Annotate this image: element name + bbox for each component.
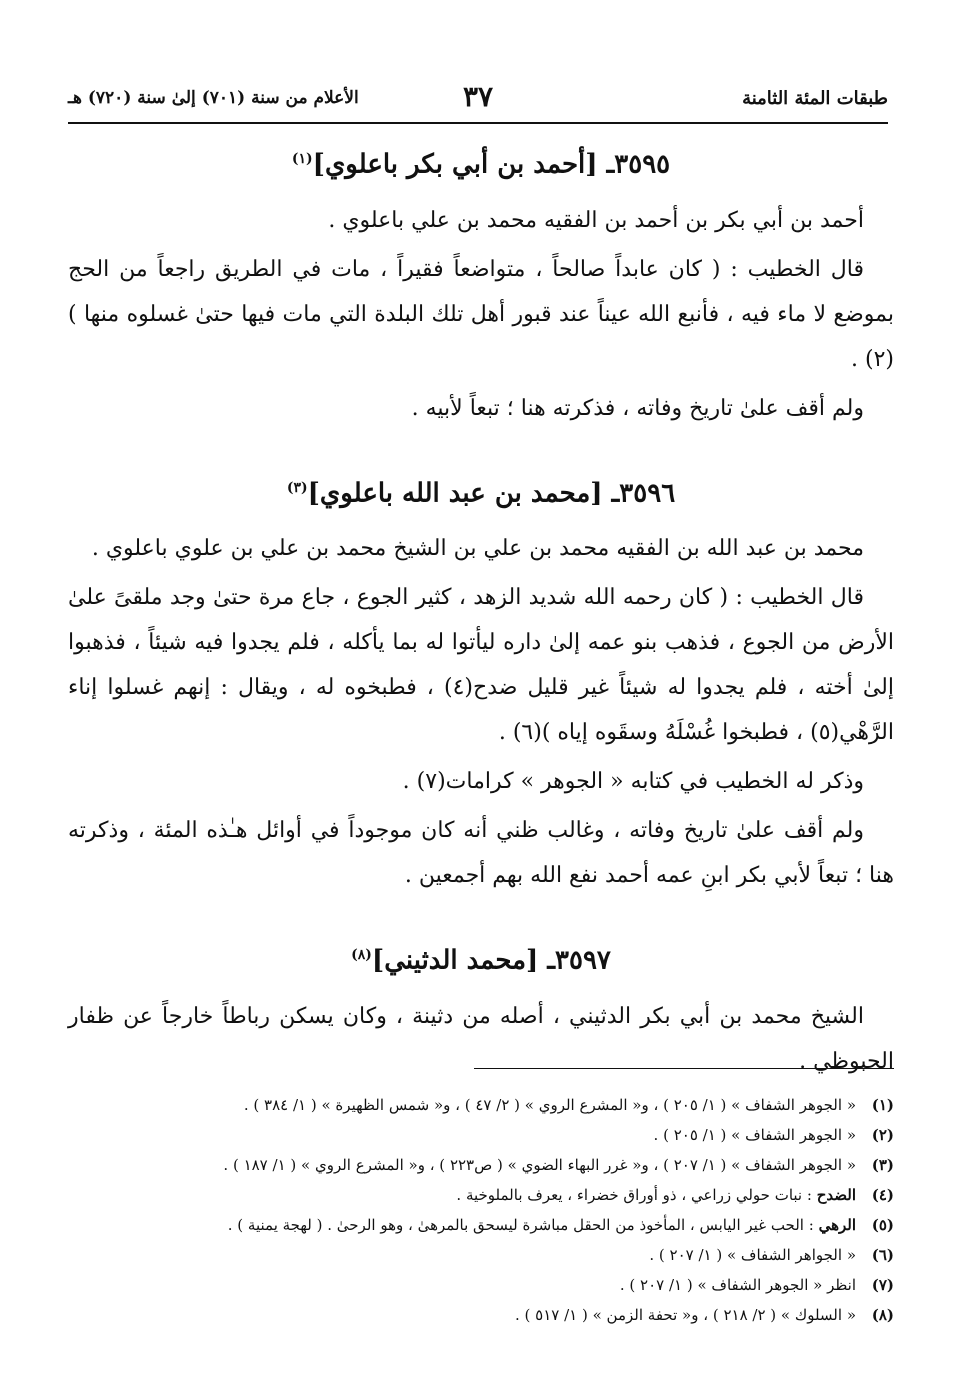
paragraph: أحمد بن أبي بكر بن أحمد بن الفقيه محمد بن علي باعلوي . — [328, 207, 864, 233]
running-head — [68, 80, 888, 120]
paragraph: قال الخطيب : ( كان رحمه الله شديد الزهد ، كثير الجوع ، جاع مرة حتىٰ وجد ملقىً علىٰ الأرض من الجوع ، فذهب بنو عمه إلىٰ داره ليأتوا له بما يأكله ، فلم يجدوا فيه شيئاً ، فذهبوا إلىٰ أخته ، فلم يجدوا له شيئاً غير قليل ضدح(٤) ، فطبخوه له ، ويقال : إنهم غسلوا إناء الرَّهْي(٥) ، فطبخوا غُسْلَهُ وسقَوه إياه )(٦) . — [68, 585, 894, 746]
footnote-ref: (٨) — [351, 947, 372, 964]
footnote: (٣)« الجوهر الشفاف » ( ١/ ٢٠٧ ) ، و« غرر البهاء الضوي » ( ص٢٢٣ ) ، و« المشرع الروي » ( ١/ ١٨٧ ) . — [223, 1156, 894, 1174]
paragraph: ولم أقف علىٰ تاريخ وفاته ، فذكرته هنا ؛ تبعاً لأبيه . — [411, 395, 864, 421]
footnote: (٤)الضدح : نبات حولي زراعي ، ذو أوراق خضراء ، يعرف بالملوخية . — [456, 1186, 894, 1204]
period-label: الأعلام من سنة (٧٠١) إلىٰ سنة (٧٢٠) هـ — [68, 88, 359, 108]
paragraph: محمد بن عبد الله بن الفقيه محمد بن علي بن الشيخ محمد بن علي بن علوي باعلوي . — [91, 536, 864, 562]
footnote-rule — [474, 1068, 894, 1069]
paragraph: الشيخ محمد بن أبي بكر الدثيني ، أصله من دثينة ، وكان يسكن رباطاً خارجاً عن ظفار الحبوظي . — [68, 1003, 894, 1074]
entry-title: ٣٥٩٦ـ [محمد بن عبد الله باعلوي]$^{(٣)}$ — [286, 478, 676, 509]
entry-3596 — [68, 465, 894, 899]
footnote: (٦)« الجواهر الشفاف » ( ١/ ٢٠٧ ) . — [649, 1246, 894, 1264]
entry-title: ٣٥٩٧ـ [محمد الدثيني]$^{(٨)}$ — [351, 945, 611, 976]
paragraph: ولم أقف علىٰ تاريخ وفاته ، وغالب ظني أنه كان موجوداً في أوائل هـٰذه المئة ، وذكرته هنا ؛ تبعاً لأبي بكر ابنِ عمه أحمد نفع الله بهم أجمعين . — [68, 818, 894, 889]
footnote: (٥)الرهي : الحب غير اليابس ، المأخوذ من الحقل مباشرة ليسحق بالمرهىٰ ، وهو الرحىٰ . ( لهجة يمنية ) . — [227, 1216, 894, 1234]
footnote: (١)« الجوهر الشفاف » ( ١/ ٢٠٥ ) ، و« المشرع الروي » ( ٢/ ٤٧ ) ، و« شمس الظهيرة » ( ١/ ٣٨٤ ) . — [243, 1096, 894, 1114]
footnote: (٧)انظر « الجوهر الشفاف » ( ١/ ٢٠٧ ) . — [619, 1276, 894, 1294]
entry-3597 — [68, 932, 894, 1084]
main-text — [68, 128, 894, 1088]
page-number: ٣٧ — [462, 80, 494, 113]
paragraph: قال الخطيب : ( كان عابداً صالحاً ، متواضعاً فقيراً ، مات في الطريق راجعاً من الحج بموضع لا ماء فيه ، فأنبع الله عيناً عند قبور أهل تلك البلدة التي مات فيها حتىٰ غسلوه منها )(٢) . — [68, 256, 894, 372]
footnote-ref: (٣) — [286, 479, 308, 496]
paragraph: وذكر له الخطيب في كتابه « الجوهر » كرامات(٧) . — [402, 769, 864, 795]
entry-3595 — [68, 136, 894, 431]
footnote: (٢)« الجوهر الشفاف » ( ١/ ٢٠٥ ) . — [653, 1126, 894, 1144]
book-part-label: طبقات المئة الثامنة — [742, 88, 888, 109]
entry-title: ٣٥٩٥ـ [أحمد بن أبي بكر باعلوي]$^{(١)}$ — [291, 149, 671, 180]
footnote-ref: (١) — [291, 151, 313, 167]
footnotes — [70, 1090, 894, 1330]
header-rule — [68, 122, 888, 124]
footnote: (٨)« السلوك » ( ٢/ ٢١٨ ) ، و« تحفة الزمن » ( ١/ ٥١٧ ) . — [514, 1306, 894, 1324]
